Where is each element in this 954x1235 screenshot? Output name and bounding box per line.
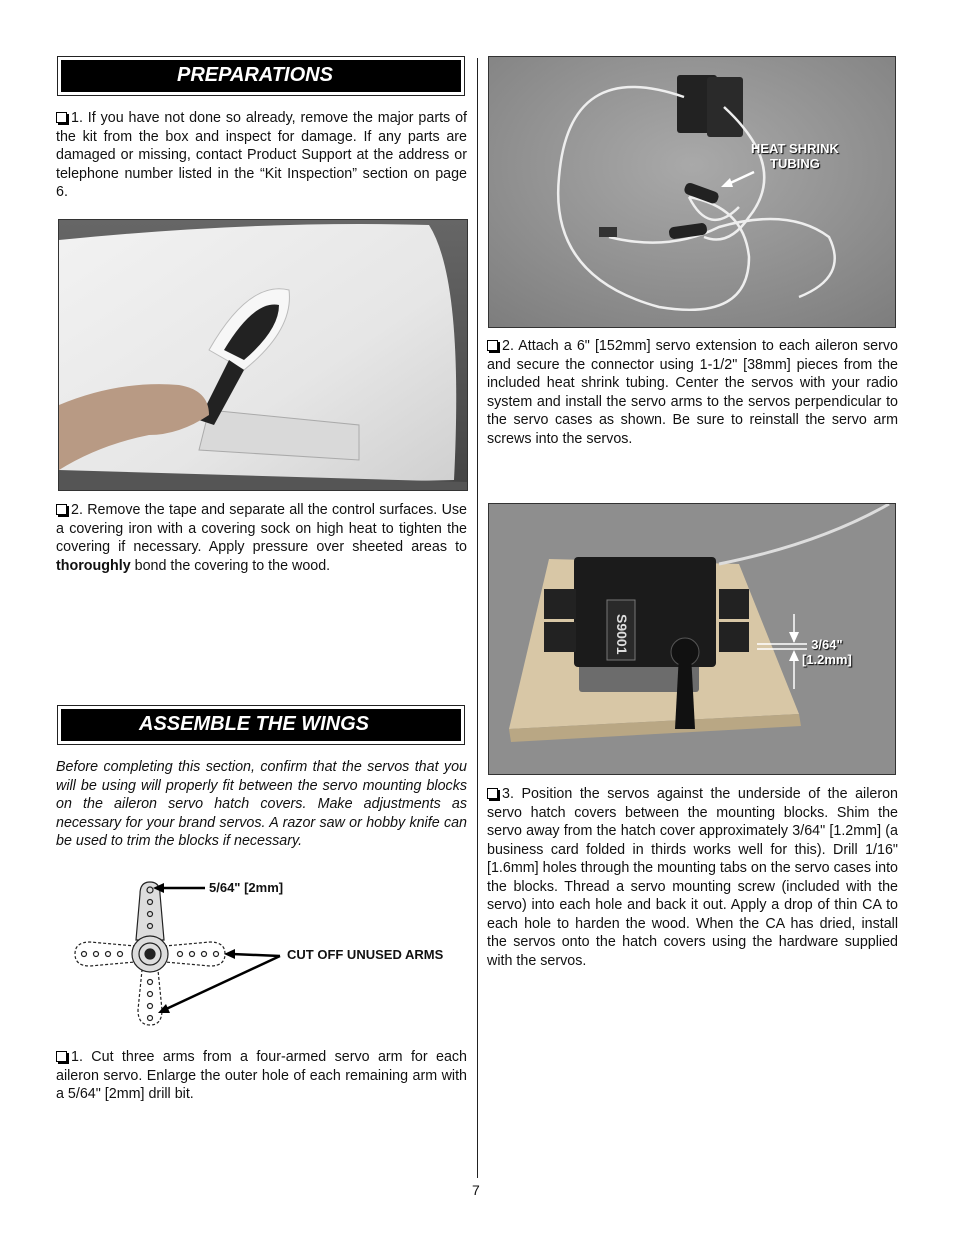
- prep-step-2: 2. Remove the tape and separate all the control surfaces. Use a covering iron with a covering sock on high heat to tighten the covering if necessary. Apply pressure over sheeted areas to thoroughly bond the covering to the wood.: [56, 502, 467, 574]
- prep-step-1: 1. If you have not done so already, remove the major parts of the kit from the box and inspect for damage. If any parts are damaged or missing, contact Product Support at the address or telephone number listed in the “Kit Inspection” section on page 6.: [56, 110, 467, 200]
- checkbox-icon[interactable]: [487, 788, 498, 799]
- covering-iron-illustration: [59, 220, 467, 490]
- wings-step-1: 1. Cut three arms from a four-armed servo arm for each aileron servo. Enlarge the outer hole of each remaining arm with a 5/64" [2mm] drill bit.: [56, 1049, 467, 1102]
- checkbox-icon[interactable]: [56, 504, 67, 515]
- covering-iron-photo: [58, 219, 468, 491]
- assemble-wings-banner: [57, 705, 465, 745]
- assemble-wings-title: ASSEMBLE THE WINGS: [61, 709, 461, 741]
- heat-shrink-label: HEAT SHRINK TUBING: [751, 141, 839, 171]
- page-number: 7: [472, 1182, 480, 1198]
- assemble-intro: Before completing this section, confirm that the servos that you will be using will properly fit between the servo mounting blocks on the aileron servo hatch covers. Make adjustments as necessary for your brand servos. A razor saw or hobby knife can be used to trim the blocks if necessary.: [56, 759, 467, 849]
- servo-extension-illustration: [489, 57, 895, 327]
- preparations-banner: [57, 56, 465, 96]
- servo-hatch-photo: [488, 503, 896, 775]
- right-step-2: 2. Attach a 6" [152mm] servo extension to each aileron servo and secure the connector using 1-1/2" [38mm] pieces from the included heat shrink tubing. Center the servos with your radio system and install the servo arms to the servos perpendicular to the servo cases as shown. Be sure to reinstall the servo arm screws into the servos.: [487, 338, 898, 447]
- checkbox-icon[interactable]: [487, 340, 498, 351]
- right-step-3: 3. Position the servos against the underside of the aileron servo hatch covers between the mounting blocks. Shim the servo away from the hatch cover approximately 3/64" [1.2mm] (a business card folded in thirds works well for this). Drill 1/16" [1.6mm] holes through the mounting tabs on the servo cases into the blocks. Thread a servo mounting screw (included with the servo) into each hole and back it out. Apply a drop of thin CA to each hole to harden the wood. When the CA has dried, install the servos onto the hatch covers using the hardware supplied with the servos.: [487, 786, 898, 969]
- preparations-title: PREPARATIONS: [61, 60, 461, 92]
- checkbox-icon[interactable]: [56, 1051, 67, 1062]
- drill-size-label: 5/64" [2mm]: [209, 880, 284, 895]
- cut-arms-label: CUT OFF UNUSED ARMS: [287, 947, 444, 962]
- checkbox-icon[interactable]: [56, 112, 67, 123]
- servo-model-text: S9001: [614, 614, 630, 655]
- shim-gap-label: 3/64" [1.2mm]: [802, 637, 852, 667]
- servo-extension-photo: [488, 56, 896, 328]
- column-divider: [477, 58, 478, 1178]
